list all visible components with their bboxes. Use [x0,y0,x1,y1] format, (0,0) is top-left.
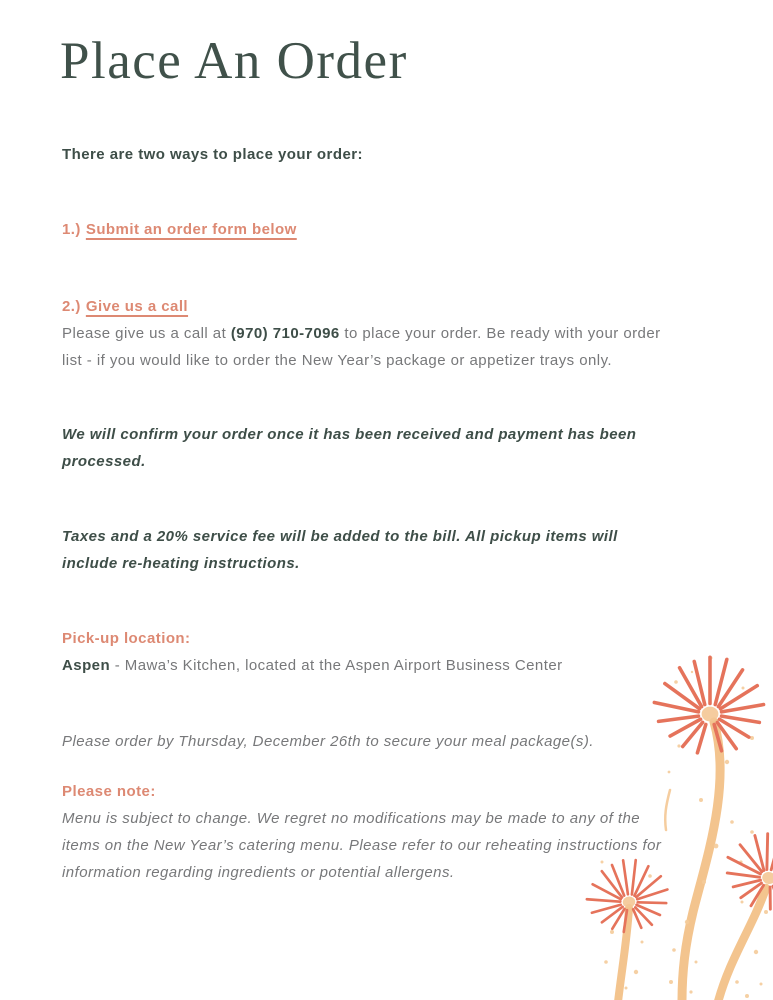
note-line-2: items on the New Year’s catering menu. Please refer to our reheating instructions for [62,837,662,854]
pickup-location-label: Pick-up location: [62,630,191,647]
firework-burst-right [717,822,773,920]
call-text-after: to place your order. Be ready with your order [339,325,661,342]
pickup-address: - Mawa’s Kitchen, located at the Aspen Airport Business Center [110,657,563,674]
confirmation-note [62,421,636,475]
page-title: Place An Order [60,32,408,90]
option-2-heading [62,293,661,320]
pickup-city: Aspen [62,657,111,674]
fees-note [62,523,618,577]
fees-note-line-1: Taxes and a 20% service fee will be added to the bill. All pickup items will [62,528,618,545]
intro-text: There are two ways to place your order: [62,146,363,163]
pickup-location-section [62,625,563,679]
please-note-label: Please note: [62,783,156,800]
firework-burst-top [654,657,763,753]
note-line-1: Menu is subject to change. We regret no modifications may be made to any of the [62,810,641,827]
submit-order-form-link[interactable]: Submit an order form below [85,221,297,238]
confirmation-note-line-2: processed. [62,453,146,470]
call-text-before: Please give us a call at [62,325,231,342]
phone-number: (970) 710-7096 [230,325,340,342]
note-line-3: information regarding ingredients or potential allergens. [62,864,455,881]
order-option-2 [62,293,661,374]
call-instructions-line-2: list - if you would like to order the New Year’s package or appetizer trays only. [62,352,613,369]
confirmation-note-line-1: We will confirm your order once it has been received and payment has been [62,426,637,443]
order-deadline: Please order by Thursday, December 26th to secure your meal package(s). [62,733,594,750]
order-option-1 [62,216,297,243]
give-us-a-call-link[interactable]: Give us a call [85,298,189,315]
option-2-number: 2.) [62,298,81,315]
please-note-section [62,778,661,886]
pickup-location-detail [62,652,563,679]
fees-note-line-2: include re-heating instructions. [62,555,300,572]
call-instructions-line-1 [62,320,661,347]
option-1-number: 1.) [62,221,81,238]
